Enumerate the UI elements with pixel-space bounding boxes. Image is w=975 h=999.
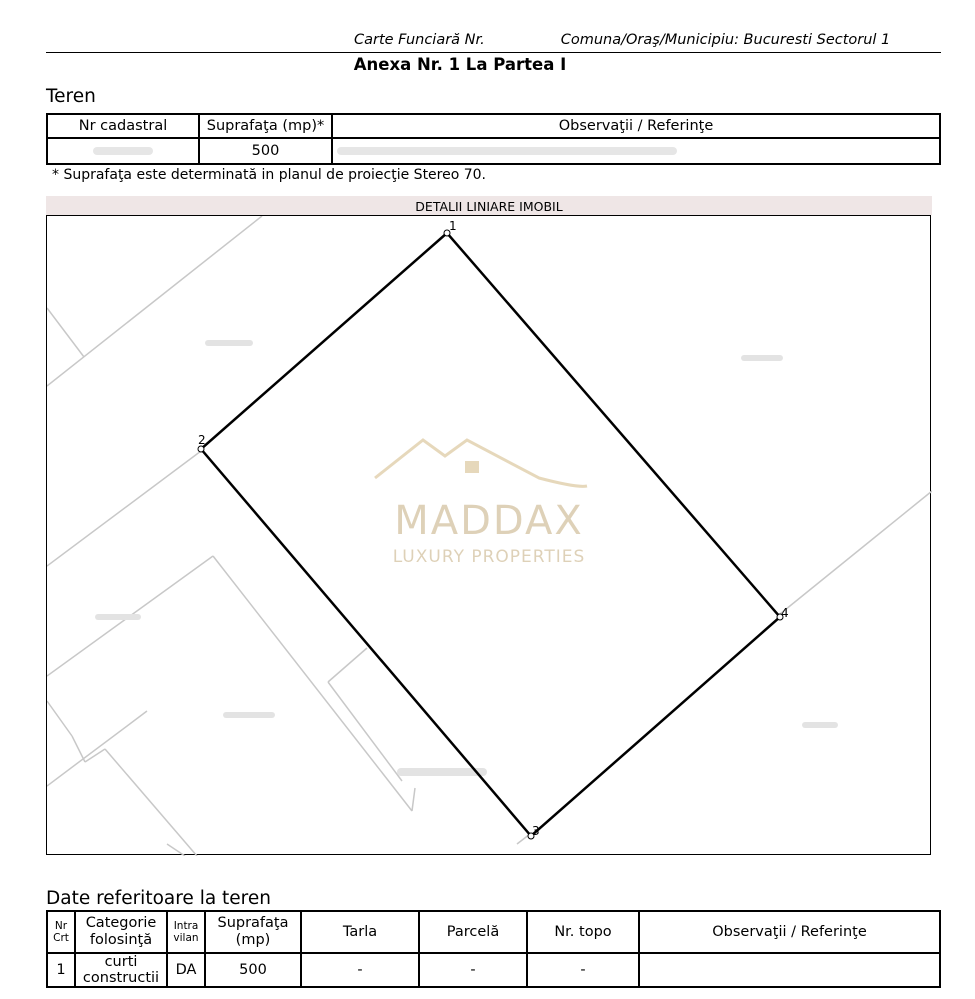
- cell-categorie: curti constructii: [75, 953, 167, 987]
- cell-observatii: [639, 953, 940, 987]
- cadastral-plan: [46, 215, 931, 855]
- section-title-teren: Teren: [46, 86, 96, 107]
- col-observatii: Observaţii / Referinţe: [639, 911, 940, 953]
- plan-drawing: [47, 216, 932, 856]
- vertex-label-1: 1: [449, 219, 457, 233]
- teren-table: [46, 113, 941, 165]
- annex-title: Anexa Nr. 1 La Partea I: [353, 55, 567, 74]
- surface-footnote: * Suprafaţa este determinată in planul de proiecţie Stereo 70.: [52, 167, 487, 183]
- col-intravilan: Intra vilan: [167, 911, 205, 953]
- maddax-watermark: [375, 440, 587, 567]
- col-categorie: Categorie folosinţă: [75, 911, 167, 953]
- col-suprafata: Suprafaţa (mp)*: [199, 114, 332, 138]
- col-nr-cadastral: Nr cadastral: [47, 114, 199, 138]
- col-tarla: Tarla: [301, 911, 419, 953]
- col-parcela: Parcelă: [419, 911, 527, 953]
- cell-parcela: -: [419, 953, 527, 987]
- cell-suprafata: 500: [205, 953, 301, 987]
- vertex-label-3: 3: [532, 824, 540, 838]
- watermark-tagline: LUXURY PROPERTIES: [392, 547, 586, 567]
- cell-nr-topo: -: [527, 953, 639, 987]
- document-header: [354, 32, 890, 48]
- location-label: Comuna/Oraş/Municipiu: Bucuresti Sectorul 1: [560, 32, 891, 48]
- carte-funciara-label: Carte Funciară Nr.: [354, 32, 485, 48]
- cell-suprafata: 500: [199, 138, 332, 164]
- cell-observatii: [332, 138, 940, 164]
- section-title-date-teren: Date referitoare la teren: [46, 888, 271, 909]
- land-data-table: [46, 910, 941, 988]
- col-observatii: Observaţii / Referinţe: [332, 114, 940, 138]
- col-nr-topo: Nr. topo: [527, 911, 639, 953]
- table-header-row: [47, 911, 940, 953]
- table-row: [47, 953, 940, 987]
- window-icon: [465, 461, 479, 473]
- col-suprafata: Suprafaţa (mp): [205, 911, 301, 953]
- cell-nr-crt: 1: [47, 953, 75, 987]
- cell-tarla: -: [301, 953, 419, 987]
- cell-nr-cadastral: [47, 138, 199, 164]
- cell-intravilan: DA: [167, 953, 205, 987]
- watermark-brand: MADDAX: [394, 498, 584, 544]
- table-header-row: [47, 114, 940, 138]
- vertex-label-4: 4: [781, 606, 789, 620]
- col-nr-crt: Nr Crt: [47, 911, 75, 953]
- header-rule: [46, 52, 941, 53]
- plan-band-title: DETALII LINIARE IMOBIL: [46, 196, 932, 215]
- table-row: [47, 138, 940, 164]
- roof-logo-icon: [375, 440, 587, 486]
- vertex-label-2: 2: [198, 433, 206, 447]
